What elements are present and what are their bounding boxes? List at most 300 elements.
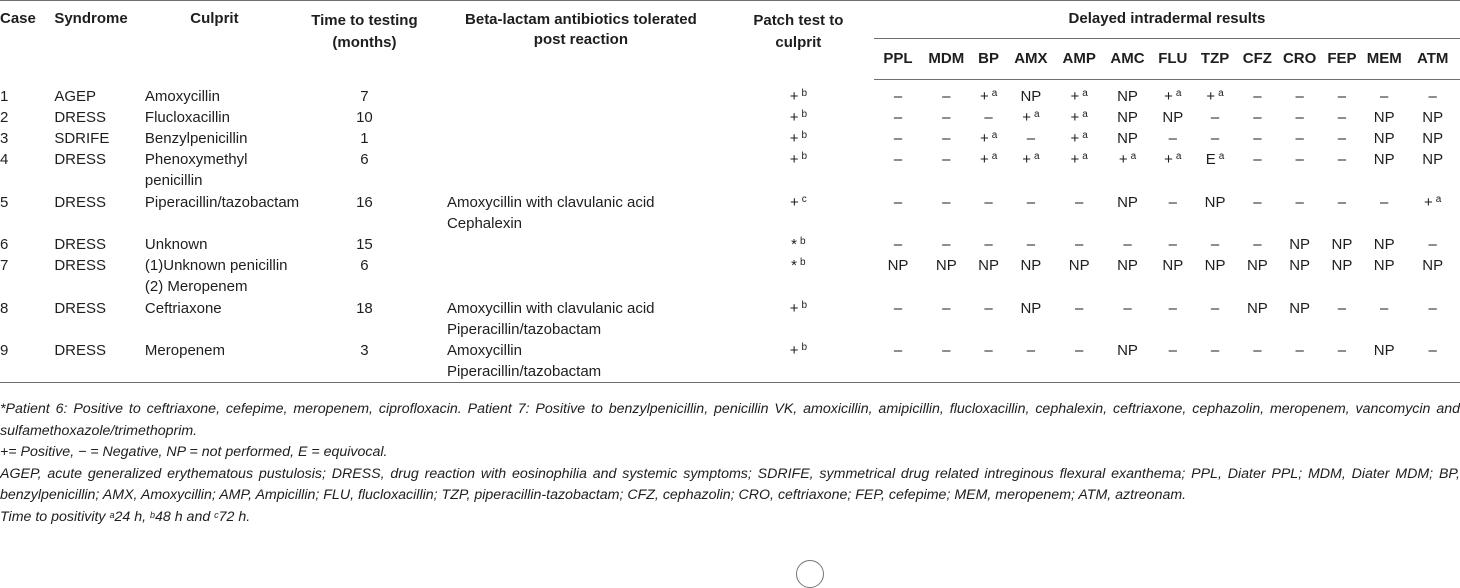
syndrome-cell: DRESS xyxy=(54,256,106,274)
tolerated-line: Amoxycillin xyxy=(446,341,522,359)
result-cell-cro xyxy=(1279,340,1321,383)
result-cell-mem xyxy=(1363,234,1405,255)
result-value: NP xyxy=(1422,256,1444,274)
patch-test-cell xyxy=(723,149,874,192)
header-drug-cro: CRO xyxy=(1279,39,1321,80)
result-value: – xyxy=(1075,235,1084,253)
table-row xyxy=(0,298,1460,340)
time-to-positivity-mark: a xyxy=(1218,87,1224,99)
patch-test-cell xyxy=(723,255,874,298)
header-drug-amc: AMC xyxy=(1103,39,1151,80)
result-cell-amx xyxy=(1007,340,1055,383)
result-value: + xyxy=(1070,87,1080,105)
result-value: – xyxy=(1026,341,1036,359)
result-cell-mem xyxy=(1363,128,1405,149)
table-row xyxy=(0,255,1460,298)
footnote-patients: *Patient 6: Positive to ceftriaxone, cefepime, meropenem, ciprofloxacin. Patient 7: Positive to benzylpenicillin, penicillin VK, amoxicillin, amipicillin, flucloxacillin, cephalexin, ceftriaxone, cephazolin, meropenem, vancomycin and sulfamethoxazole/trimethoprim. xyxy=(0,401,1460,439)
result-value: E xyxy=(1205,150,1216,168)
patch-test-cell xyxy=(723,86,874,107)
result-cell-flu xyxy=(1152,340,1194,383)
culprit-line: Benzylpenicillin xyxy=(144,129,248,147)
result-value: – xyxy=(1210,299,1220,317)
time-to-positivity-mark: a xyxy=(1130,150,1137,162)
time-to-testing-cell: 7 xyxy=(360,87,369,105)
time-to-testing-cell: 18 xyxy=(356,299,373,317)
time-to-positivity-mark: a xyxy=(1435,193,1442,205)
result-value: – xyxy=(893,129,903,147)
time-to-positivity-mark: a xyxy=(1082,108,1088,120)
result-value: NP xyxy=(1422,150,1444,168)
result-cell-bp xyxy=(970,298,1006,340)
time-to-testing-cell: 6 xyxy=(360,150,369,168)
result-value: – xyxy=(942,341,951,359)
result-cell-mdm xyxy=(922,192,970,234)
result-cell-tzp xyxy=(1194,255,1236,298)
table-row xyxy=(0,234,1460,255)
result-cell-fep xyxy=(1321,298,1363,340)
result-value: – xyxy=(1123,299,1132,317)
result-cell-ppl xyxy=(874,149,922,192)
culprit-line: Meropenem xyxy=(144,341,225,359)
time-to-testing-cell: 10 xyxy=(356,108,373,126)
case-number: 7 xyxy=(0,256,9,274)
result-value: NP xyxy=(1020,299,1042,317)
tolerated-cell xyxy=(439,107,723,128)
result-cell-ppl xyxy=(874,340,922,383)
result-cell-flu xyxy=(1152,192,1194,234)
result-cell-amp xyxy=(1055,86,1103,107)
result-cell-mem xyxy=(1363,340,1405,383)
table-row xyxy=(0,149,1460,192)
result-cell-bp xyxy=(970,107,1006,128)
syndrome-cell: SDRIFE xyxy=(54,129,110,147)
result-cell-flu xyxy=(1152,128,1194,149)
result-cell-mem xyxy=(1363,192,1405,234)
result-value: – xyxy=(984,341,993,359)
result-value: NP xyxy=(1289,235,1311,253)
patch-test-cell xyxy=(723,340,874,383)
result-value: – xyxy=(984,108,993,126)
header-tolerated-line2: post reaction xyxy=(533,31,628,48)
tolerated-line: Amoxycillin with clavulanic acid xyxy=(446,193,655,211)
result-value: + xyxy=(1070,150,1080,168)
header-delayed-results: Delayed intradermal results xyxy=(874,1,1460,39)
time-to-positivity-mark: a xyxy=(1082,150,1088,162)
result-value: – xyxy=(1337,87,1347,105)
result-cell-amc xyxy=(1103,234,1151,255)
result-value: – xyxy=(1295,341,1304,359)
result-value: – xyxy=(1253,87,1262,105)
result-value: – xyxy=(942,150,951,168)
culprit-cell xyxy=(139,234,290,255)
result-value: – xyxy=(1168,299,1177,317)
result-value: + xyxy=(1022,150,1031,168)
result-cell-tzp xyxy=(1194,298,1236,340)
result-value: – xyxy=(1253,341,1262,359)
result-value: – xyxy=(893,341,903,359)
table-footnotes xyxy=(0,399,1460,528)
patch-test-cell xyxy=(723,298,874,340)
result-value: + xyxy=(789,129,799,147)
result-value: + xyxy=(979,87,989,105)
patch-test-cell xyxy=(723,192,874,234)
result-value: + xyxy=(1022,108,1031,126)
header-patch-test xyxy=(723,1,874,80)
result-value: – xyxy=(1295,87,1304,105)
culprit-cell xyxy=(139,192,300,234)
result-cell-cro xyxy=(1279,128,1321,149)
result-cell-amc xyxy=(1103,298,1151,340)
result-value: NP xyxy=(1246,299,1268,317)
header-drug-fep: FEP xyxy=(1321,39,1363,80)
footnote-sup-a: a xyxy=(109,509,115,520)
result-value: NP xyxy=(1117,341,1138,359)
result-value: + xyxy=(789,299,799,317)
result-value: – xyxy=(1026,235,1036,253)
case-number: 2 xyxy=(0,108,9,126)
header-patch-line2: culprit xyxy=(775,34,822,51)
result-value: – xyxy=(1337,299,1347,317)
result-value: NP xyxy=(935,256,957,274)
time-to-testing-cell: 16 xyxy=(356,193,373,211)
result-value: – xyxy=(1380,193,1389,211)
result-cell-bp xyxy=(970,340,1006,383)
result-cell-bp xyxy=(970,86,1006,107)
result-value: NP xyxy=(1020,87,1042,105)
result-cell-fep xyxy=(1321,234,1363,255)
time-to-positivity-mark: a xyxy=(1033,108,1040,120)
result-cell-atm xyxy=(1405,192,1460,234)
footnote-time-prefix: Time to positivity xyxy=(0,508,110,525)
time-to-testing-cell: 15 xyxy=(356,235,373,253)
result-value: NP xyxy=(1422,129,1444,147)
header-drug-atm: ATM xyxy=(1405,39,1460,80)
result-value: NP xyxy=(1117,87,1138,105)
result-value: – xyxy=(984,299,993,317)
result-value: NP xyxy=(1117,108,1138,126)
case-number: 1 xyxy=(0,87,9,105)
result-cell-ppl xyxy=(874,192,922,234)
result-value: + xyxy=(1070,108,1080,126)
time-to-positivity-mark: b xyxy=(801,129,808,141)
result-value: – xyxy=(1075,193,1084,211)
culprit-line: Ceftriaxone xyxy=(144,299,222,317)
result-value: NP xyxy=(1373,129,1395,147)
result-cell-atm xyxy=(1405,86,1460,107)
tolerated-cell xyxy=(439,340,723,383)
result-value: + xyxy=(1070,129,1080,147)
result-value: – xyxy=(893,87,903,105)
result-cell-amc xyxy=(1103,192,1151,234)
table-row xyxy=(0,107,1460,128)
result-value: NP xyxy=(1373,150,1395,168)
result-value: – xyxy=(1337,129,1347,147)
time-to-positivity-mark: a xyxy=(1175,150,1182,162)
syndrome-cell: DRESS xyxy=(54,150,106,168)
header-tolerated-line1: Beta-lactam antibiotics tolerated xyxy=(465,11,697,28)
time-to-testing-cell: 1 xyxy=(360,129,369,147)
result-cell-bp xyxy=(970,128,1006,149)
result-value: – xyxy=(1428,341,1437,359)
result-cell-cro xyxy=(1279,234,1321,255)
result-value: + xyxy=(789,150,799,168)
result-value: – xyxy=(1168,235,1177,253)
result-value: * xyxy=(791,256,797,274)
result-value: – xyxy=(1253,235,1262,253)
culprit-cell xyxy=(139,107,290,128)
result-cell-ppl xyxy=(874,86,922,107)
result-cell-cro xyxy=(1279,298,1321,340)
header-drug-ppl: PPL xyxy=(874,39,922,80)
result-value: – xyxy=(1253,129,1262,147)
result-cell-mem xyxy=(1363,298,1405,340)
result-value: – xyxy=(1295,108,1304,126)
culprit-line: (2) Meropenem xyxy=(144,277,248,295)
result-cell-amx xyxy=(1007,107,1055,128)
result-value: + xyxy=(1164,150,1173,168)
case-number: 8 xyxy=(0,299,9,317)
result-cell-atm xyxy=(1405,340,1460,383)
result-value: – xyxy=(942,87,951,105)
footnote-time-c: 72 h. xyxy=(218,508,251,525)
result-cell-fep xyxy=(1321,255,1363,298)
result-cell-ppl xyxy=(874,128,922,149)
result-cell-cro xyxy=(1279,86,1321,107)
result-cell-fep xyxy=(1321,340,1363,383)
header-drug-mdm: MDM xyxy=(922,39,970,80)
tolerated-line: Piperacillin/tazobactam xyxy=(446,320,602,338)
time-to-positivity-mark: b xyxy=(799,256,806,268)
result-cell-amp xyxy=(1055,128,1103,149)
syndrome-cell: DRESS xyxy=(54,193,106,211)
time-to-positivity-mark: a xyxy=(991,129,998,141)
result-cell-amx xyxy=(1007,234,1055,255)
result-cell-flu xyxy=(1152,149,1194,192)
result-cell-fep xyxy=(1321,192,1363,234)
result-cell-bp xyxy=(970,192,1006,234)
result-cell-mem xyxy=(1363,107,1405,128)
result-cell-atm xyxy=(1405,255,1460,298)
result-value: – xyxy=(1428,235,1437,253)
result-value: NP xyxy=(1331,235,1353,253)
time-to-positivity-mark: a xyxy=(991,87,998,99)
culprit-cell xyxy=(139,128,290,149)
result-value: – xyxy=(1210,235,1220,253)
result-cell-tzp xyxy=(1194,149,1236,192)
syndrome-cell: DRESS xyxy=(54,108,106,126)
result-cell-atm xyxy=(1405,234,1460,255)
result-value: – xyxy=(893,193,903,211)
result-cell-atm xyxy=(1405,149,1460,192)
result-value: NP xyxy=(1331,256,1353,274)
header-drug-bp: BP xyxy=(970,39,1006,80)
result-value: – xyxy=(1168,341,1177,359)
result-value: – xyxy=(1253,150,1262,168)
culprit-line: Phenoxymethyl xyxy=(144,150,248,168)
result-value: – xyxy=(893,150,903,168)
culprit-cell xyxy=(139,340,290,383)
result-cell-mdm xyxy=(922,234,970,255)
result-cell-amx xyxy=(1007,128,1055,149)
result-cell-atm xyxy=(1405,128,1460,149)
header-tolerated xyxy=(439,1,723,80)
result-cell-amx xyxy=(1007,255,1055,298)
table-row xyxy=(0,340,1460,383)
footnote-abbreviations: AGEP, acute generalized erythematous pustulosis; DRESS, drug reaction with eosinophilia and systemic symptoms; SDRIFE, symmetrical drug related intreginous flexural exanthema; PPL, Diater PPL; MDM, Diater MDM; BP, benzylpenicillin; AMX, Amoxycillin; AMP, Ampicillin; FLU, flucloxacillin; TZP, piperacillin-tazobactam; CFZ, cephazolin; CRO, ceftriaxone; FEP, cefepime; MEM, meropenem; ATM, aztreonam. xyxy=(0,465,1460,503)
result-value: – xyxy=(1380,87,1389,105)
result-cell-tzp xyxy=(1194,107,1236,128)
result-cell-amx xyxy=(1007,192,1055,234)
time-to-positivity-mark: a xyxy=(1218,150,1225,162)
result-cell-fep xyxy=(1321,149,1363,192)
result-value: + xyxy=(1118,150,1128,168)
tolerated-cell xyxy=(439,255,723,298)
culprit-cell xyxy=(139,86,290,107)
result-cell-cro xyxy=(1279,107,1321,128)
result-value: NP xyxy=(1162,256,1184,274)
result-value: + xyxy=(1164,87,1173,105)
result-cell-bp xyxy=(970,255,1006,298)
tolerated-cell xyxy=(439,149,723,192)
case-number: 5 xyxy=(0,193,9,211)
result-cell-fep xyxy=(1321,128,1363,149)
footnote-sup-b: b xyxy=(149,509,155,520)
syndrome-cell: AGEP xyxy=(54,87,96,105)
result-cell-tzp xyxy=(1194,86,1236,107)
result-value: – xyxy=(1210,129,1220,147)
header-drug-amx: AMX xyxy=(1007,39,1055,80)
result-cell-amx xyxy=(1007,149,1055,192)
result-value: + xyxy=(789,193,799,211)
result-cell-amp xyxy=(1055,192,1103,234)
result-cell-fep xyxy=(1321,107,1363,128)
result-cell-tzp xyxy=(1194,340,1236,383)
result-value: – xyxy=(1253,108,1262,126)
header-culprit: Culprit xyxy=(139,1,290,80)
result-cell-cfz xyxy=(1236,234,1278,255)
result-value: – xyxy=(1026,193,1036,211)
patch-test-cell xyxy=(723,234,874,255)
header-patch-line1: Patch test to xyxy=(753,12,844,29)
syndrome-cell: DRESS xyxy=(54,235,106,253)
result-cell-amc xyxy=(1103,149,1151,192)
header-time-to-testing xyxy=(290,1,439,80)
result-value: NP xyxy=(1117,193,1138,211)
result-value: – xyxy=(942,193,951,211)
footnote-legend: += Positive, − = Negative, NP = not performed, E = equivocal. xyxy=(0,444,388,460)
result-value: NP xyxy=(1020,256,1042,274)
result-cell-cfz xyxy=(1236,128,1278,149)
result-value: – xyxy=(1337,150,1347,168)
header-case: Case xyxy=(0,1,48,80)
result-cell-cro xyxy=(1279,255,1321,298)
result-cell-amp xyxy=(1055,234,1103,255)
tolerated-cell xyxy=(439,128,723,149)
result-cell-ppl xyxy=(874,107,922,128)
result-cell-fep xyxy=(1321,86,1363,107)
result-cell-tzp xyxy=(1194,234,1236,255)
footnote-time-a: 24 h, xyxy=(114,508,150,525)
result-cell-cfz xyxy=(1236,149,1278,192)
case-number: 6 xyxy=(0,235,9,253)
tolerated-cell xyxy=(439,298,723,340)
footnote-time-b: 48 h and xyxy=(155,508,215,525)
culprit-line: Flucloxacillin xyxy=(144,108,230,126)
tolerated-line: Cephalexin xyxy=(446,214,522,232)
result-value: NP xyxy=(1068,256,1090,274)
tolerated-cell xyxy=(439,234,723,255)
header-time-line2: (months) xyxy=(332,34,397,51)
tolerated-line: Piperacillin/tazobactam xyxy=(446,362,602,380)
time-to-positivity-mark: a xyxy=(1082,87,1088,99)
result-cell-flu xyxy=(1152,234,1194,255)
result-value: – xyxy=(1380,299,1389,317)
result-value: – xyxy=(984,193,993,211)
result-cell-flu xyxy=(1152,298,1194,340)
result-value: NP xyxy=(1162,108,1184,126)
result-cell-tzp xyxy=(1194,192,1236,234)
result-value: – xyxy=(1337,193,1347,211)
result-cell-amp xyxy=(1055,298,1103,340)
result-value: – xyxy=(1295,193,1304,211)
culprit-line: Piperacillin/tazobactam xyxy=(144,193,300,211)
result-cell-cfz xyxy=(1236,107,1278,128)
result-value: NP xyxy=(1246,256,1268,274)
footnote-sup-c: c xyxy=(214,509,219,520)
culprit-line: penicillin xyxy=(144,171,203,189)
result-value: – xyxy=(942,108,951,126)
result-value: NP xyxy=(1204,256,1226,274)
time-to-positivity-mark: a xyxy=(1033,150,1040,162)
result-value: NP xyxy=(1204,193,1226,211)
time-to-positivity-mark: b xyxy=(801,299,808,311)
table-row xyxy=(0,128,1460,149)
result-cell-flu xyxy=(1152,86,1194,107)
result-value: NP xyxy=(1289,299,1311,317)
result-cell-amp xyxy=(1055,255,1103,298)
result-value: + xyxy=(1206,87,1216,105)
time-to-testing-cell: 6 xyxy=(360,256,369,274)
result-cell-cro xyxy=(1279,149,1321,192)
result-value: + xyxy=(789,341,799,359)
result-cell-tzp xyxy=(1194,128,1236,149)
result-cell-amp xyxy=(1055,149,1103,192)
time-to-positivity-mark: c xyxy=(801,193,807,205)
result-value: NP xyxy=(887,256,909,274)
result-value: NP xyxy=(1373,235,1395,253)
result-value: – xyxy=(893,235,903,253)
result-value: * xyxy=(791,235,797,253)
result-cell-amp xyxy=(1055,340,1103,383)
header-time-line1: Time to testing xyxy=(311,12,418,29)
table-row xyxy=(0,86,1460,107)
result-value: NP xyxy=(1373,341,1395,359)
header-drug-flu: FLU xyxy=(1152,39,1194,80)
case-number: 3 xyxy=(0,129,9,147)
result-cell-bp xyxy=(970,234,1006,255)
result-value: – xyxy=(942,235,951,253)
result-value: NP xyxy=(1289,256,1311,274)
result-value: – xyxy=(1428,299,1437,317)
patch-test-cell xyxy=(723,107,874,128)
result-value: NP xyxy=(978,256,1000,274)
syndrome-cell: DRESS xyxy=(54,299,106,317)
header-drug-cfz: CFZ xyxy=(1236,39,1278,80)
result-value: – xyxy=(893,299,903,317)
result-value: – xyxy=(984,235,993,253)
footnote-time-to-positivity xyxy=(0,507,1460,529)
culprit-line: Unknown xyxy=(144,235,208,253)
